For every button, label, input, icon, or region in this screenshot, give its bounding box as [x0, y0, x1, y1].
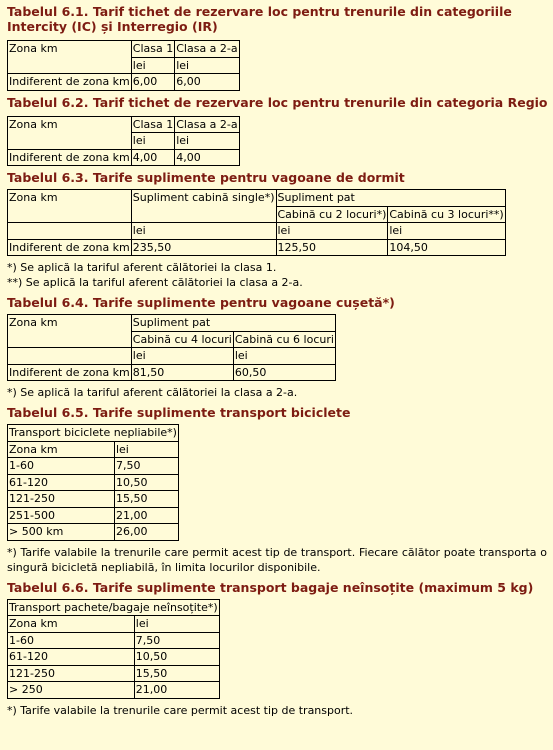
table-6-6: [7, 599, 220, 699]
table-6-1-title: Tabelul 6.1. Tarif tichet de rezervare loc pentru trenurile din categoriile Intercity (IC) și Interregio (IR): [7, 4, 512, 34]
table-row: [8, 665, 220, 682]
unit-cell: lei: [131, 133, 174, 150]
header-cabin-4: Cabină cu 4 locuri: [132, 332, 232, 346]
price-cell: 7,50: [114, 458, 178, 475]
unit-cell: lei: [388, 223, 505, 240]
zone-cell: > 250: [8, 682, 135, 699]
unit-cell: lei: [175, 57, 239, 74]
table-row: [8, 649, 220, 666]
table-6-3-note-1: *) Se aplică la tariful aferent călătoriei la clasa 1.: [7, 261, 277, 274]
table-6-1: [7, 40, 240, 91]
table-6-3-title: Tabelul 6.3. Tarife suplimente pentru vagoane de dormit: [7, 170, 405, 185]
header-cabin-2: Cabină cu 2 locuri*): [277, 207, 387, 221]
header-unit: lei: [134, 616, 219, 633]
unit-cell: lei: [276, 223, 388, 240]
price-cell: 15,50: [134, 665, 219, 682]
price-cell: 15,50: [114, 491, 178, 508]
header-bicycles: Transport biciclete nepliabile*): [9, 426, 177, 439]
table-row: [8, 458, 179, 475]
table-row: [8, 507, 179, 524]
unit-cell: lei: [131, 348, 233, 365]
header-zone: Zona km: [8, 315, 132, 348]
table-6-6-title: Tabelul 6.6. Tarife suplimente transport bagaje neînsoțite (maximum 5 kg): [7, 579, 534, 595]
table-row: [8, 682, 220, 699]
table-6-6-note: *) Tarife valabile la trenurile care permit acest tip de transport.: [7, 703, 354, 717]
table-row: [8, 632, 220, 649]
table-6-4-title: Tabelul 6.4. Tarife suplimente pentru vagoane cușetă*): [7, 295, 395, 310]
table-6-2: [7, 116, 240, 167]
unit-cell: lei: [175, 133, 239, 150]
header-class-1: Clasa 1: [132, 42, 174, 55]
header-unit: lei: [114, 441, 178, 458]
price-cell: 21,00: [114, 507, 178, 524]
zone-cell: Indiferent de zona km: [9, 365, 130, 379]
price-cell: 10,50: [134, 649, 219, 666]
zone-cell: 251-500: [8, 507, 115, 524]
unit-cell: [8, 223, 132, 240]
price-cell: 4,00: [175, 149, 239, 166]
price-cell: 21,00: [134, 682, 219, 699]
zone-cell: Indiferent de zona km: [9, 75, 130, 88]
table-row: [8, 474, 179, 491]
table-6-5: [7, 424, 179, 541]
unit-cell: [8, 348, 132, 365]
zone-cell: 121-250: [8, 665, 135, 682]
table-6-2-title: Tabelul 6.2. Tarif tichet de rezervare loc pentru trenurile din categoria Regio: [7, 94, 548, 110]
table-row: [8, 491, 179, 508]
price-cell: 60,50: [233, 364, 335, 381]
header-cabin-3: Cabină cu 3 locuri**): [389, 207, 504, 221]
header-bed-supplement: Supliment pat: [276, 190, 505, 207]
table-6-4: [7, 314, 336, 381]
table-6-5-note: *) Tarife valabile la trenurile care permit acest tip de transport. Fiecare călător poate transporta o singură bicicletă nepliabilă, în limita locurilor disponibile.: [7, 545, 547, 574]
price-cell: 81,50: [131, 364, 233, 381]
table-row: [8, 524, 179, 541]
zone-cell: > 500 km: [8, 524, 115, 541]
header-bed-supplement: Supliment pat: [131, 315, 335, 332]
price-cell: 6,00: [131, 74, 174, 91]
header-single-cabin: Supliment cabină single*): [131, 190, 276, 223]
price-cell: 4,00: [131, 149, 174, 166]
unit-cell: lei: [233, 348, 335, 365]
header-class-2: Clasa a 2-a: [176, 42, 238, 55]
table-6-4-note: *) Se aplică la tariful aferent călătoriei la clasa a 2-a.: [7, 386, 298, 399]
price-cell: 235,50: [131, 239, 276, 256]
header-zone: Zona km: [8, 41, 132, 74]
zone-cell: 1-60: [8, 632, 135, 649]
header-zone: Zona km: [8, 441, 115, 458]
header-cabin-6: Cabină cu 6 locuri: [234, 332, 334, 346]
unit-cell: lei: [131, 223, 276, 240]
header-class-2: Clasa a 2-a: [176, 117, 238, 131]
price-cell: 7,50: [134, 632, 219, 649]
price-cell: 26,00: [114, 524, 178, 541]
price-cell: 104,50: [388, 239, 505, 256]
zone-cell: 1-60: [8, 458, 115, 475]
header-luggage: Transport pachete/bagaje neînsoțite*): [9, 600, 218, 614]
price-cell: 10,50: [114, 474, 178, 491]
price-cell: 125,50: [276, 239, 388, 256]
table-6-3: [7, 189, 506, 256]
table-6-5-title: Tabelul 6.5. Tarife suplimente transport biciclete: [7, 405, 351, 420]
table-6-3-note-2: **) Se aplică la tariful aferent călătoriei la clasa a 2-a.: [7, 276, 303, 289]
zone-cell: 121-250: [8, 491, 115, 508]
header-zone: Zona km: [8, 116, 132, 149]
unit-cell: lei: [131, 57, 174, 74]
zone-cell: Indiferent de zona km: [9, 150, 130, 164]
zone-cell: Indiferent de zona km: [9, 240, 130, 254]
header-zone: Zona km: [8, 616, 135, 633]
price-cell: 6,00: [175, 74, 239, 91]
zone-cell: 61-120: [8, 649, 135, 666]
header-zone: Zona km: [8, 190, 132, 223]
header-class-1: Clasa 1: [132, 117, 174, 131]
zone-cell: 61-120: [8, 474, 115, 491]
